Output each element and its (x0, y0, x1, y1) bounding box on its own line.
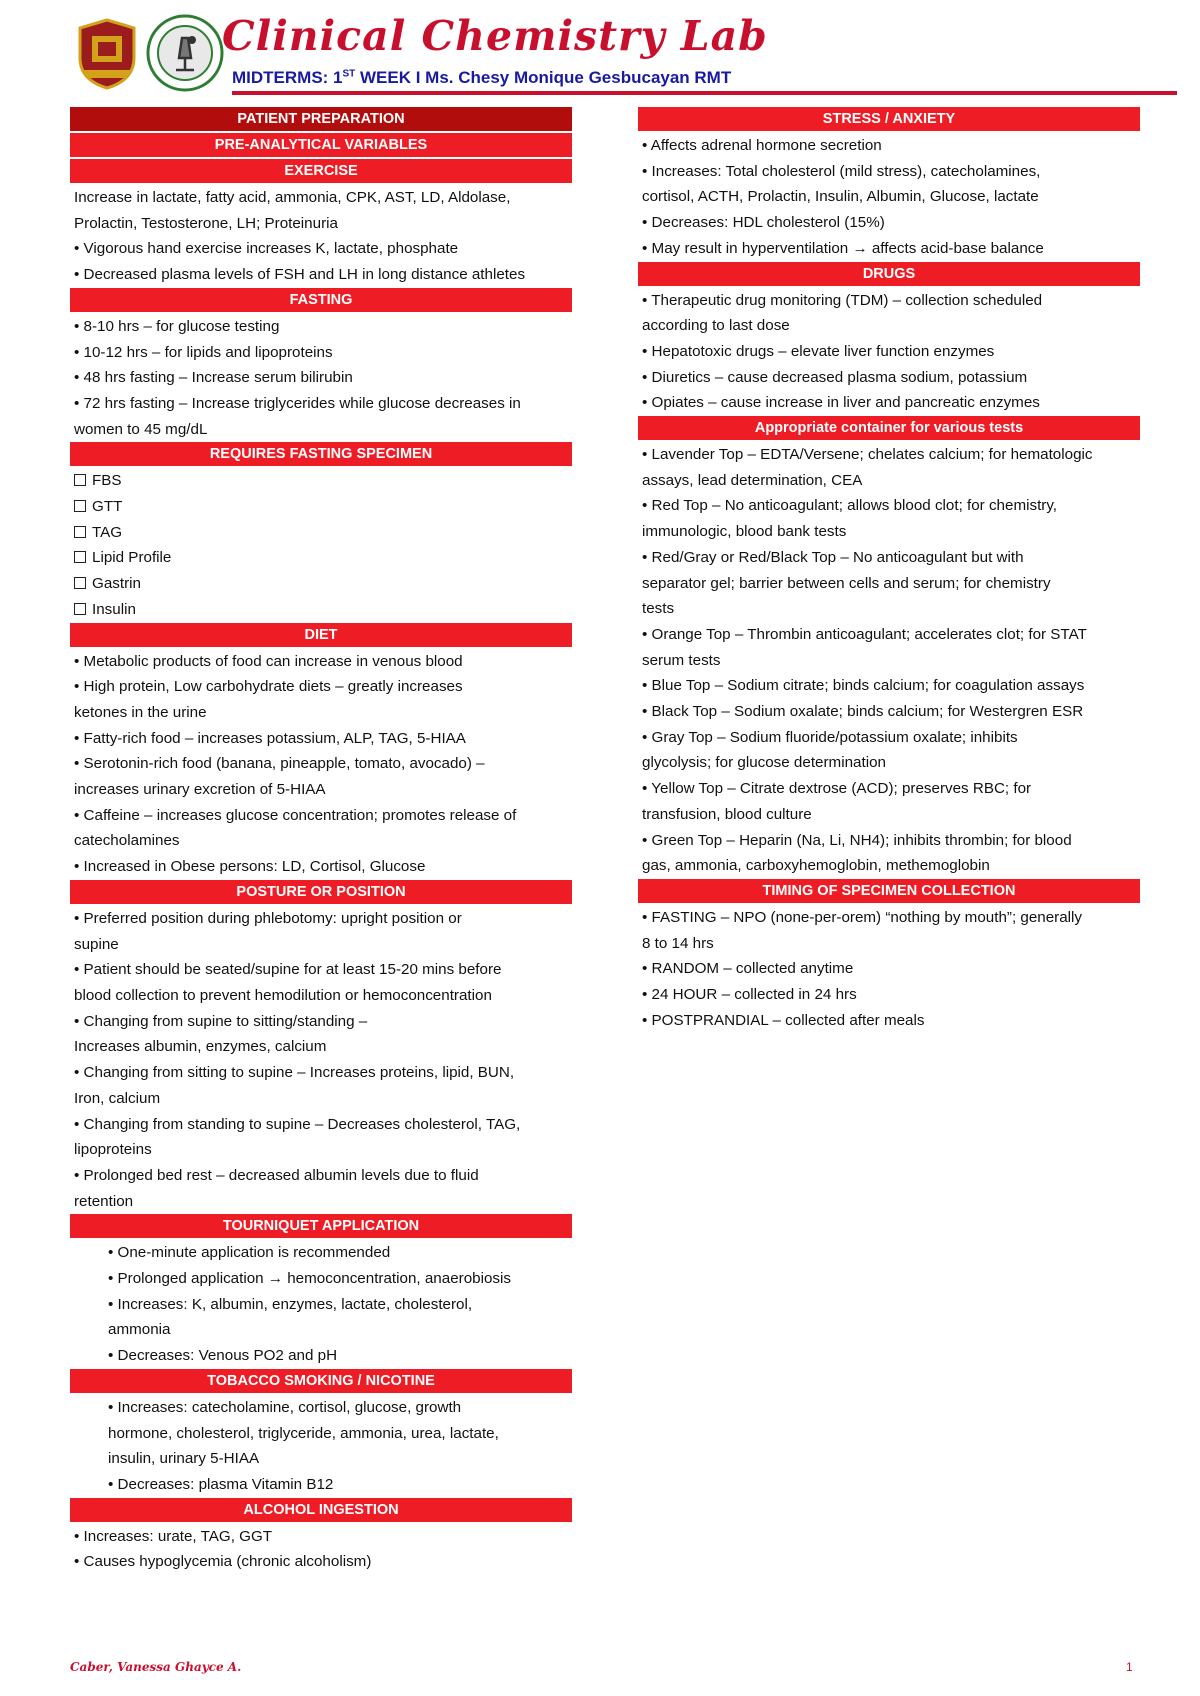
section-heading-tobacco: TOBACCO SMOKING / NICOTINE (70, 1369, 572, 1393)
posture-line: Iron, calcium (74, 1089, 161, 1107)
checkbox-icon (74, 603, 86, 615)
container-line: gas, ammonia, carboxyhemoglobin, methemoglobin (642, 857, 990, 875)
exercise-line: • Vigorous hand exercise increases K, lactate, phosphate (74, 240, 459, 258)
container-line: immunologic, blood bank tests (642, 523, 847, 541)
container-line: • Gray Top – Sodium fluoride/potassium oxalate; inhibits (642, 728, 1018, 746)
section-heading-exercise: EXERCISE (70, 159, 572, 183)
right-column (638, 107, 1140, 1034)
posture-line: retention (74, 1192, 134, 1210)
checkbox-icon (74, 551, 86, 563)
timing-line: • FASTING – NPO (none-per-orem) “nothing by mouth”; generally (642, 908, 1083, 926)
diet-line: ketones in the urine (74, 703, 207, 721)
container-line: serum tests (642, 651, 721, 669)
section-heading-pre-analytical: PRE-ANALYTICAL VARIABLES (70, 133, 572, 157)
checklist-item: Insulin (70, 597, 572, 623)
exercise-line: • Decreased plasma levels of FSH and LH in long distance athletes (74, 266, 526, 284)
section-heading-patient-preparation: PATIENT PREPARATION (70, 107, 572, 131)
container-line: tests (642, 600, 675, 618)
container-line: glycolysis; for glucose determination (642, 754, 886, 772)
section-heading-drugs: DRUGS (638, 262, 1140, 286)
posture-line: blood collection to prevent hemodilution or hemoconcentration (74, 986, 492, 1004)
diet-line: • High protein, Low carbohydrate diets – greatly increases (74, 678, 463, 696)
posture-line: lipoproteins (74, 1141, 152, 1159)
stress-line: • May result in hyperventilation → affects acid-base balance (642, 239, 1044, 257)
diet-line: • Fatty-rich food – increases potassium, ALP, TAG, 5-HIAA (74, 729, 466, 747)
section-heading-stress: STRESS / ANXIETY (638, 107, 1140, 131)
container-line: • Yellow Top – Citrate dextrose (ACD); preserves RBC; for (642, 780, 1032, 798)
timing-line: 8 to 14 hrs (642, 934, 714, 952)
posture-line: • Preferred position during phlebotomy: upright position or (74, 909, 462, 927)
drugs-line: according to last dose (642, 317, 790, 335)
posture-line: • Changing from supine to sitting/standing – (74, 1012, 368, 1030)
posture-line: • Patient should be seated/supine for at least 15-20 mins before (74, 961, 502, 979)
section-heading-posture: POSTURE OR POSITION (70, 880, 572, 904)
checkbox-icon (74, 526, 86, 538)
container-line: assays, lead determination, CEA (642, 471, 863, 489)
checklist-item: FBS (70, 468, 572, 494)
container-line: • Blue Top – Sodium citrate; binds calcium; for coagulation assays (642, 677, 1085, 695)
section-heading-tourniquet: TOURNIQUET APPLICATION (70, 1214, 572, 1238)
fasting-line: • 72 hrs fasting – Increase triglycerides while glucose decreases in (74, 394, 521, 412)
container-line: separator gel; barrier between cells and serum; for chemistry (642, 574, 1051, 592)
container-line: transfusion, blood culture (642, 805, 812, 823)
diet-line: • Increased in Obese persons: LD, Cortisol, Glucose (74, 858, 426, 876)
checklist-item: TAG (70, 520, 572, 546)
posture-line: supine (74, 935, 119, 953)
laboratory-seal-icon (146, 14, 224, 92)
timing-line: • 24 HOUR – collected in 24 hrs (642, 986, 857, 1004)
container-line: • Red Top – No anticoagulant; allows blood clot; for chemistry, (642, 497, 1058, 515)
left-column (70, 107, 572, 1575)
drugs-line: • Diuretics – cause decreased plasma sodium, potassium (642, 368, 1028, 386)
footer-author: Caber, Vanessa Ghayce A. (70, 1660, 242, 1674)
section-heading-diet: DIET (70, 623, 572, 647)
container-line: • Orange Top – Thrombin anticoagulant; accelerates clot; for STAT (642, 625, 1087, 643)
container-line: • Lavender Top – EDTA/Versene; chelates calcium; for hematologic (642, 446, 1093, 464)
page-header (0, 0, 1200, 100)
tourniquet-line: ammonia (108, 1321, 171, 1339)
section-heading-alcohol: ALCOHOL INGESTION (70, 1498, 572, 1522)
checklist-item: Lipid Profile (70, 545, 572, 571)
alcohol-line: • Increases: urate, TAG, GGT (74, 1527, 273, 1545)
checkbox-icon (74, 500, 86, 512)
tobacco-line: insulin, urinary 5-HIAA (108, 1450, 260, 1468)
stress-line: • Affects adrenal hormone secretion (642, 137, 882, 154)
page-subtitle: MIDTERMS: 1ST WEEK I Ms. Chesy Monique Gesbucayan RMT (232, 68, 732, 87)
posture-line: • Changing from sitting to supine – Increases proteins, lipid, BUN, (74, 1064, 515, 1082)
diet-line: • Metabolic products of food can increase in venous blood (74, 652, 463, 670)
alcohol-line: • Causes hypoglycemia (chronic alcoholism) (74, 1553, 372, 1571)
drugs-line: • Therapeutic drug monitoring (TDM) – collection scheduled (642, 291, 1043, 309)
container-line: • Red/Gray or Red/Black Top – No anticoagulant but with (642, 548, 1024, 566)
diet-line: catecholamines (74, 832, 180, 850)
header-divider (232, 91, 1177, 95)
checklist-item: GTT (70, 494, 572, 520)
exercise-line: Increase in lactate, fatty acid, ammonia, CPK, AST, LD, Aldolase, (74, 189, 511, 206)
tourniquet-line: • Prolonged application → hemoconcentration, anaerobiosis (108, 1270, 511, 1288)
tobacco-line: • Decreases: plasma Vitamin B12 (108, 1475, 334, 1493)
container-line: • Black Top – Sodium oxalate; binds calcium; for Westergren ESR (642, 703, 1084, 721)
tourniquet-line: • One-minute application is recommended (108, 1244, 391, 1262)
checkbox-icon (74, 577, 86, 589)
tobacco-line: hormone, cholesterol, triglyceride, ammonia, urea, lactate, (108, 1424, 499, 1442)
section-heading-container: Appropriate container for various tests (638, 416, 1140, 440)
section-heading-timing: TIMING OF SPECIMEN COLLECTION (638, 879, 1140, 903)
page-number: 1 (1126, 1660, 1133, 1674)
page-title: Clinical Chemistry Lab (222, 12, 768, 60)
section-heading-fasting: FASTING (70, 288, 572, 312)
tourniquet-line: • Decreases: Venous PO2 and pH (108, 1347, 338, 1365)
stress-line: • Decreases: HDL cholesterol (15%) (642, 214, 885, 232)
drugs-line: • Hepatotoxic drugs – elevate liver function enzymes (642, 342, 995, 360)
tourniquet-line: • Increases: K, albumin, enzymes, lactate, cholesterol, (108, 1295, 473, 1313)
fasting-line: • 48 hrs fasting – Increase serum bilirubin (74, 369, 353, 387)
tobacco-line: • Increases: catecholamine, cortisol, glucose, growth (108, 1398, 462, 1416)
fasting-line: • 8-10 hrs – for glucose testing (74, 317, 280, 335)
fasting-line: women to 45 mg/dL (74, 420, 208, 438)
timing-line: • POSTPRANDIAL – collected after meals (642, 1011, 925, 1029)
diet-line: • Caffeine – increases glucose concentration; promotes release of (74, 806, 517, 824)
stress-line: • Increases: Total cholesterol (mild stress), catecholamines, (642, 162, 1041, 180)
posture-line: Increases albumin, enzymes, calcium (74, 1038, 327, 1056)
checkbox-icon (74, 474, 86, 486)
university-seal-icon (76, 18, 138, 90)
posture-line: • Changing from standing to supine – Decreases cholesterol, TAG, (74, 1115, 521, 1133)
checklist-item: Gastrin (70, 571, 572, 597)
diet-line: increases urinary excretion of 5-HIAA (74, 781, 326, 799)
diet-line: • Serotonin-rich food (banana, pineapple, tomato, avocado) – (74, 755, 485, 773)
drugs-line: • Opiates – cause increase in liver and pancreatic enzymes (642, 394, 1040, 412)
stress-line: cortisol, ACTH, Prolactin, Insulin, Albumin, Glucose, lactate (642, 188, 1039, 206)
fasting-line: • 10-12 hrs – for lipids and lipoproteins (74, 343, 333, 361)
section-heading-requires-fasting: REQUIRES FASTING SPECIMEN (70, 442, 572, 466)
timing-line: • RANDOM – collected anytime (642, 960, 854, 978)
posture-line: • Prolonged bed rest – decreased albumin levels due to fluid (74, 1166, 479, 1184)
container-line: • Green Top – Heparin (Na, Li, NH4); inhibits thrombin; for blood (642, 831, 1072, 849)
exercise-line: Prolactin, Testosterone, LH; Proteinuria (74, 214, 338, 232)
